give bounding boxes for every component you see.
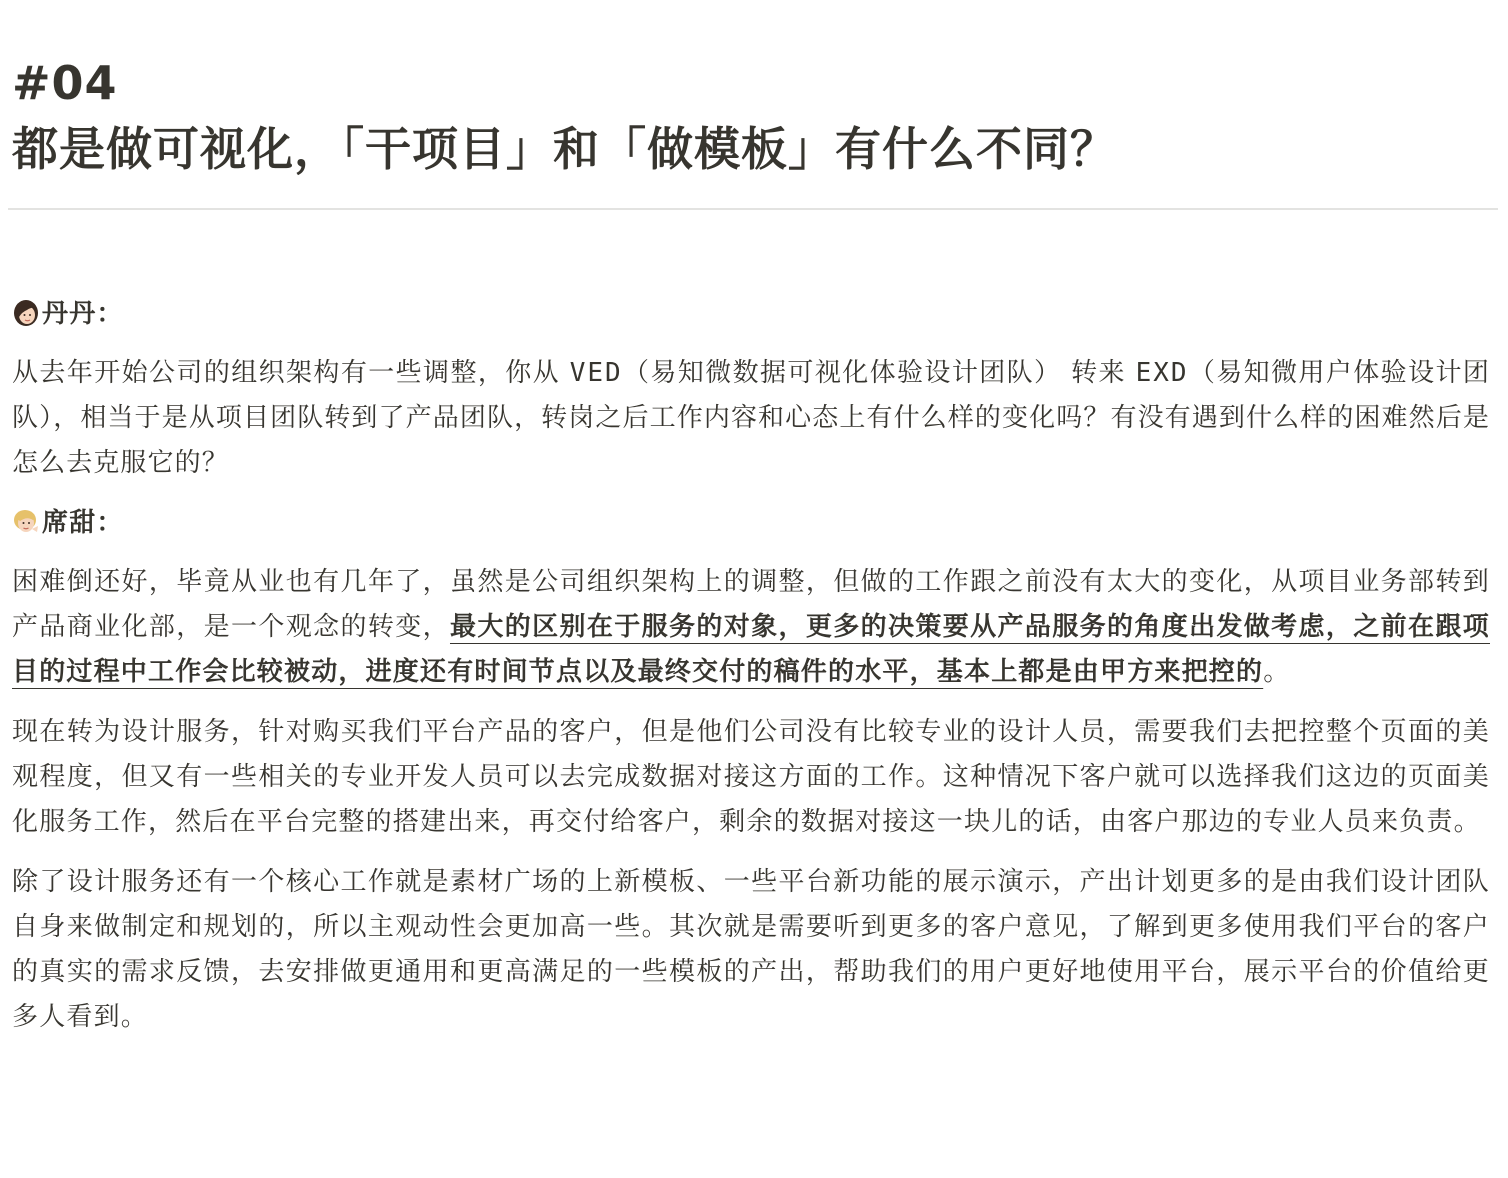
heading-divider <box>8 208 1498 210</box>
answer-paragraph-1 <box>12 560 1490 695</box>
answer-emphasis: 最大的区别在于服务的对象，更多的决策要从产品服务的角度出发做考虑，之前在跟项目的过程中工作会比较被动，进度还有时间节点以及最终交付的稿件的水平，基本上都是由甲方来把控的 <box>12 612 1490 687</box>
speaker-name: 丹丹： <box>42 299 124 329</box>
woman-face-icon <box>12 299 40 331</box>
interview-content <box>12 292 1490 1055</box>
answer-text-tail: 。 <box>1263 657 1291 687</box>
abbr-ved: VED <box>569 358 623 388</box>
question-text-part1: 从去年开始公司的组织架构有一些调整，你从 <box>12 358 570 388</box>
heading-number: #04 <box>12 56 118 110</box>
speaker-xitian <box>12 501 1490 546</box>
question-paragraph <box>12 351 1490 486</box>
answer-text-lead: 困难倒还好，毕竟从业也有几年了，虽然是公司组织架构上的调整，但做的工作跟之前没有太大的变化，从项目业务部转到产品商业化部，是一个观念的转变， <box>12 567 1490 642</box>
answer-paragraph-3: 除了设计服务还有一个核心工作就是素材广场的上新模板、一些平台新功能的展示演示，产出计划更多的是由我们设计团队自身来做制定和规划的，所以主观动性会更加高一些。其次就是需要听到更多的客户意见，了解到更多使用我们平台的客户的真实的需求反馈，去安排做更通用和更高满足的一些模板的产出，帮助我们的用户更好地使用平台，展示平台的价值给更多人看到。 <box>12 867 1490 1032</box>
speaker-dandan <box>12 292 1490 337</box>
speaker-name: 席甜： <box>42 508 124 538</box>
answer-paragraph-2: 现在转为设计服务，针对购买我们平台产品的客户，但是他们公司没有比较专业的设计人员，需要我们去把控整个页面的美观程度，但又有一些相关的专业开发人员可以去完成数据对接这方面的工作。这种情况下客户就可以选择我们这边的页面美化服务工作，然后在平台完整的搭建出来，再交付给客户，剩余的数据对接这一块儿的话，由客户那边的专业人员来负责。 <box>12 717 1490 837</box>
person-blond-icon <box>12 508 40 540</box>
heading-title: 都是做可视化，「干项目」和「做模板」有什么不同？ <box>12 122 1117 176</box>
question-text-part2: （易知微数据可视化体验设计团队） 转来 <box>622 358 1136 388</box>
abbr-exd: EXD <box>1135 358 1189 388</box>
article-heading <box>12 50 1492 182</box>
question-text-part3: （易知微用户体验设计团队），相当于是从项目团队转到了产品团队，转岗之后工作内容和心态上有什么样的变化吗？有没有遇到什么样的困难然后是怎么去克服它的？ <box>12 358 1490 478</box>
